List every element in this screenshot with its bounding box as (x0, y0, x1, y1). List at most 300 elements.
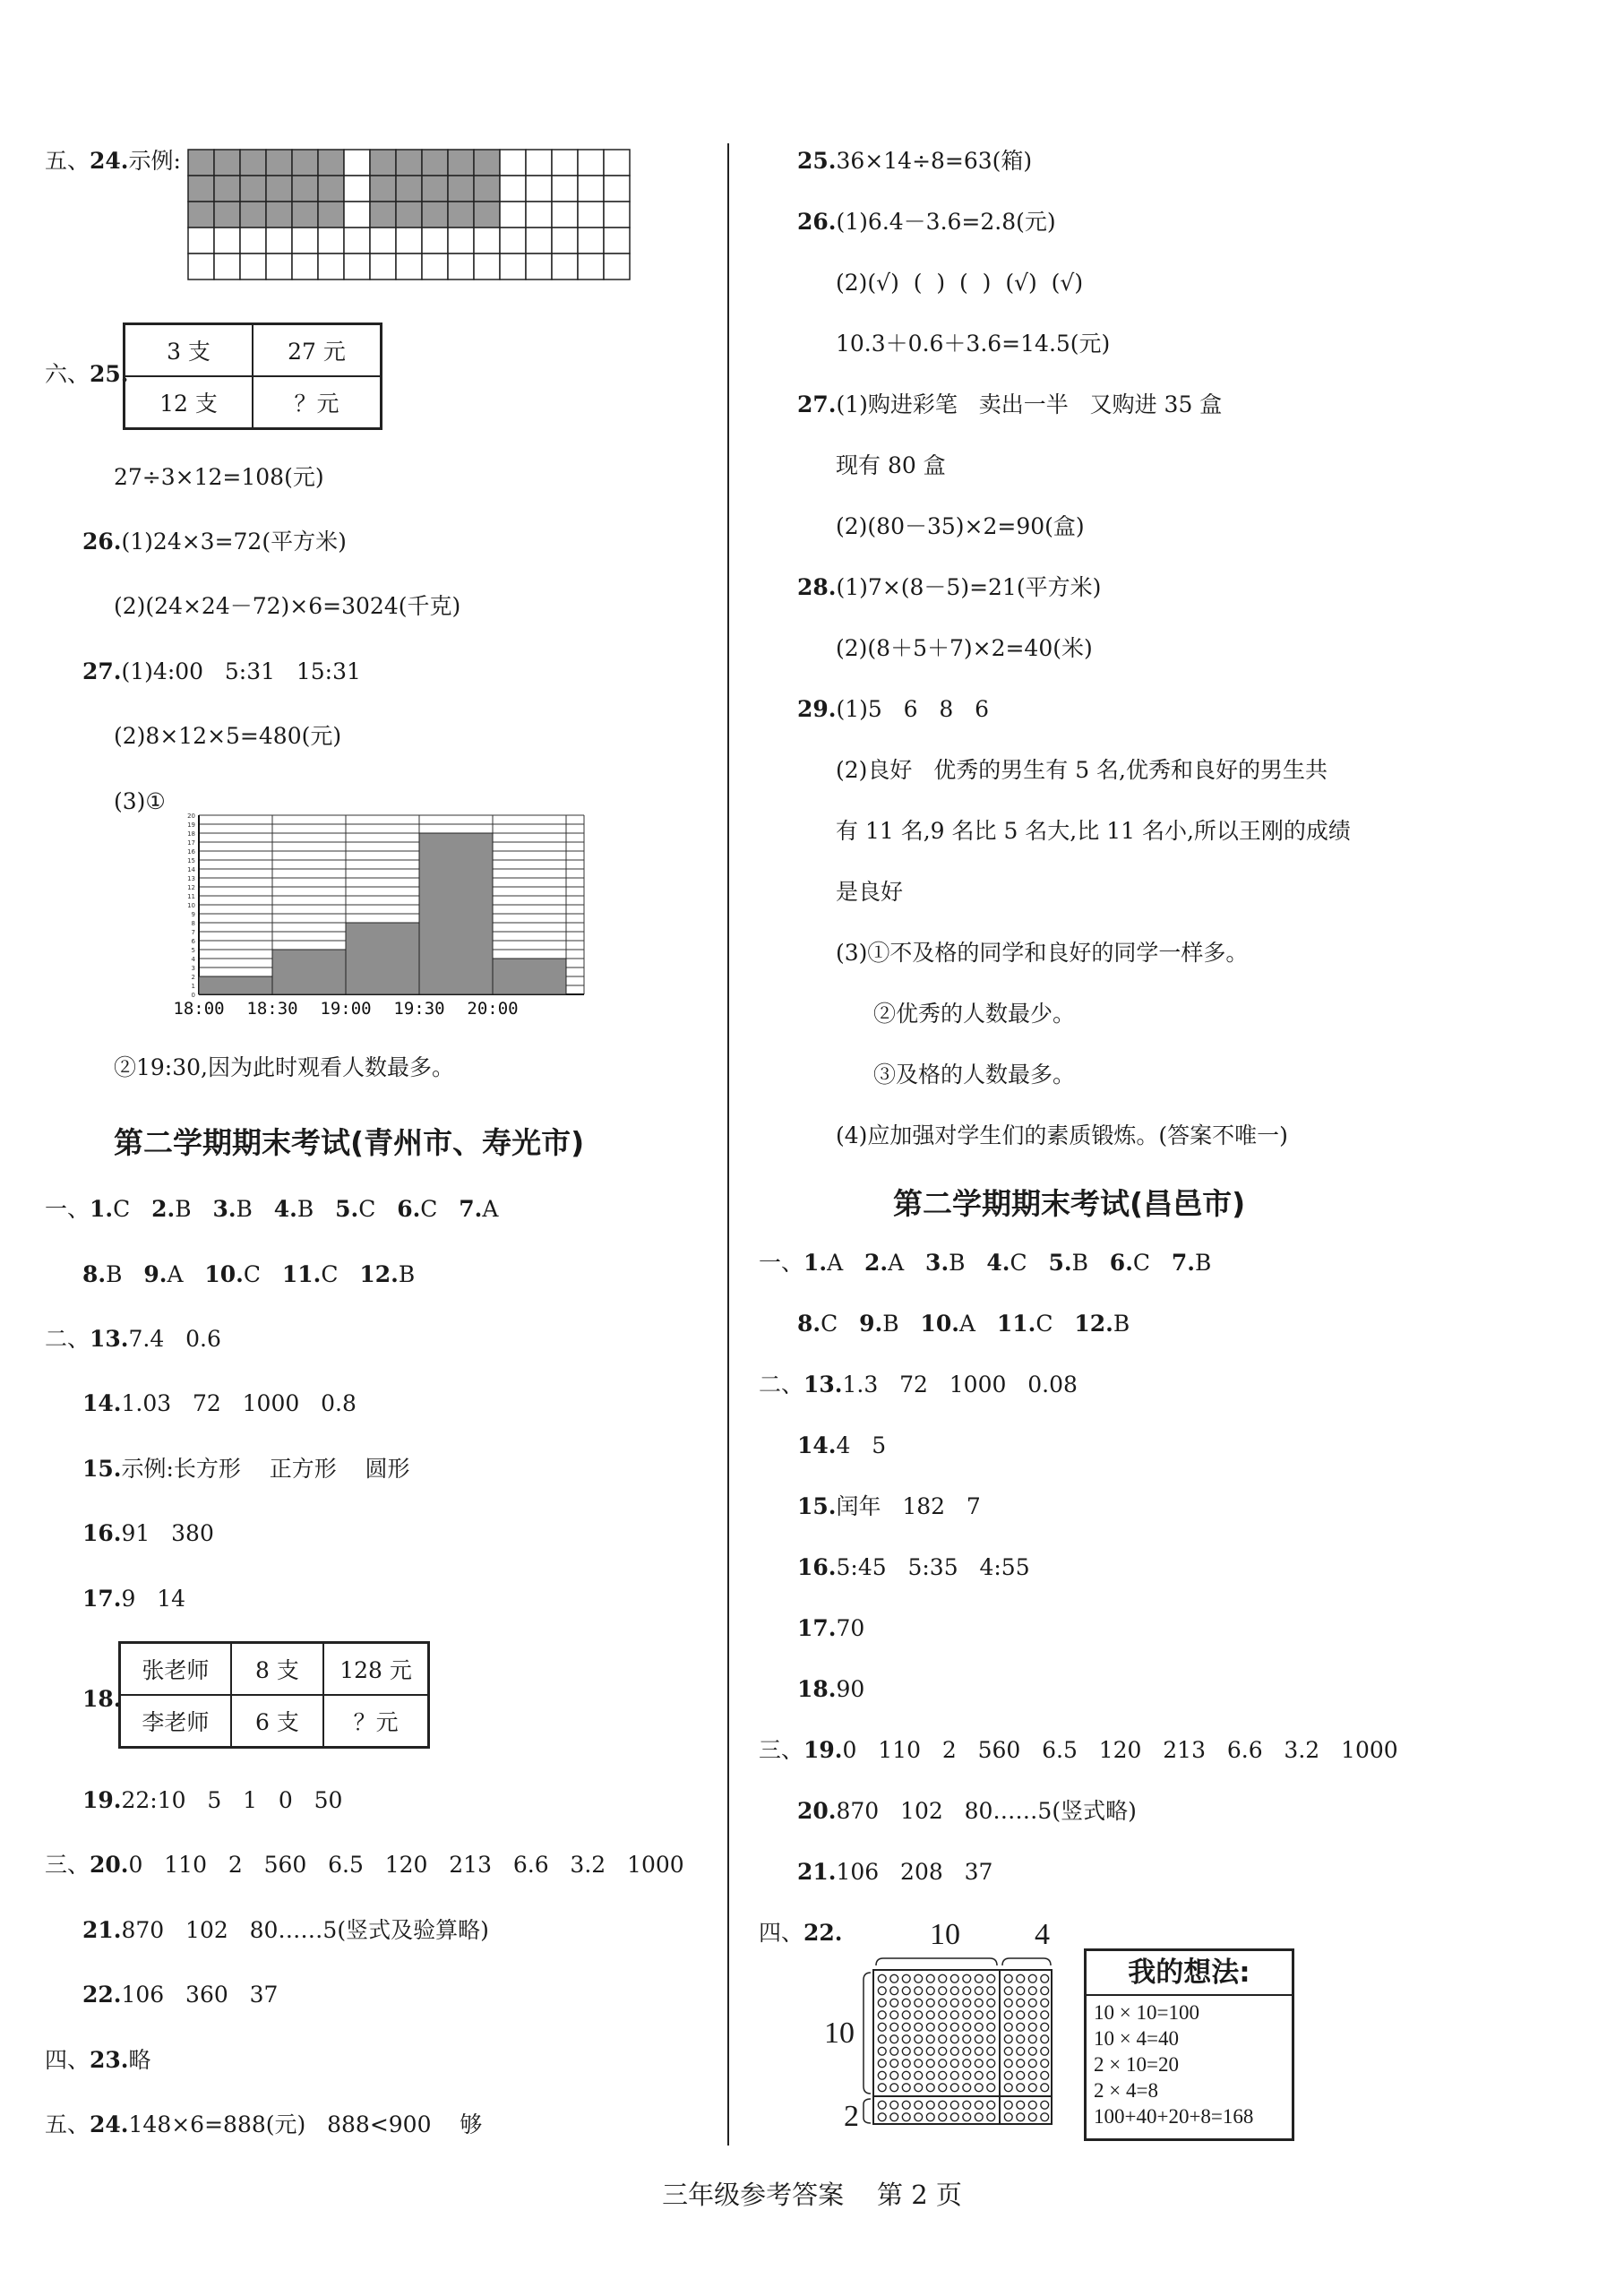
choice-answer: C (420, 1196, 438, 1222)
table-cell: 6 支 (231, 1695, 324, 1748)
grid-cell (474, 254, 500, 280)
dot (939, 2047, 947, 2055)
left-q26-part2: (2)(24×24－72)×6=3024(千克) (114, 593, 461, 619)
y-tick-label: 20 (187, 813, 195, 820)
dot (1017, 2047, 1025, 2055)
left-choice-row2 (82, 1261, 415, 1288)
right-q29-l8: (4)应加强对学生们的素质锻炼。(答案不唯一) (836, 1122, 1288, 1148)
right-q29: 29.(1)5 6 8 6 (797, 696, 990, 722)
right-q26-part3: 10.3＋0.6＋3.6=14.5(元) (836, 331, 1111, 357)
dot (878, 2047, 886, 2055)
grid-cell (552, 150, 578, 176)
dot (902, 2113, 910, 2121)
dot (890, 1999, 898, 2007)
x-tick-label: 19:30 (393, 999, 445, 1019)
grid-cell (188, 228, 214, 254)
dot (1041, 2047, 1049, 2055)
table-cell: ？元 (323, 1695, 428, 1748)
grid-cell (500, 176, 526, 202)
dot (963, 2047, 971, 2055)
dot (1041, 1999, 1049, 2007)
right-choice-row1: 一、1.A 2.A 3.B 4.C 5.B 6.C 7.B (759, 1250, 1212, 1276)
dot (890, 2101, 898, 2109)
y-tick-label: 12 (187, 884, 195, 891)
grid-cell (396, 254, 422, 280)
dot (1017, 1974, 1025, 1982)
right-q20: 20.870 102 80……5(竖式略) (797, 1798, 1137, 1824)
dot (890, 2035, 898, 2043)
right-q27-part3: (2)(80－35)×2=90(盒) (836, 513, 1085, 539)
dot (902, 2023, 910, 2031)
dot (975, 2113, 983, 2121)
y-tick-label: 9 (191, 911, 195, 918)
right-q27: 27.(1)购进彩笔 卖出一半 又购进 35 盒 (797, 391, 1223, 417)
dot (1004, 1987, 1012, 1995)
dot (975, 1987, 983, 1995)
y-tick-label: 5 (191, 947, 195, 954)
dot (1041, 2113, 1049, 2121)
my-idea-box (1084, 1948, 1294, 2141)
dot (1028, 2113, 1036, 2121)
grid-cell (526, 254, 552, 280)
grid-cell (396, 228, 422, 254)
dot (950, 2060, 958, 2068)
dot (987, 2071, 995, 2079)
choice-number: 12. (1074, 1311, 1113, 1337)
dot (1004, 2023, 1012, 2031)
idea-line: 2 × 4=8 (1094, 2079, 1158, 2102)
grid-cell (240, 150, 266, 176)
dot (1028, 2084, 1036, 2092)
y-tick-label: 19 (187, 821, 195, 829)
grid-cell (422, 202, 448, 228)
choice-answer: C (113, 1196, 131, 1222)
dot (1028, 2011, 1036, 2019)
dot (902, 1987, 910, 1995)
choice-answer: A (167, 1261, 184, 1287)
dot (950, 2084, 958, 2092)
right-q29-l4: 是良好 (836, 879, 904, 905)
dot (926, 2084, 934, 2092)
dot (963, 2035, 971, 2043)
dot (975, 1999, 983, 2007)
dot-array-label-4-top: 4 (1035, 1918, 1050, 1951)
grid-cell (370, 176, 396, 202)
choice-number: 12. (359, 1261, 399, 1287)
brace-top-4 (1002, 1958, 1051, 1965)
dot (1028, 2047, 1036, 2055)
dot (878, 2035, 886, 2043)
grid-cell (344, 254, 370, 280)
y-tick-label: 10 (187, 902, 195, 909)
table-cell: 3 支 (125, 324, 253, 377)
dot (902, 2084, 910, 2092)
grid-cell (370, 254, 396, 280)
choice-answer: B (398, 1261, 416, 1287)
dot (1041, 1987, 1049, 1995)
grid-cell (500, 228, 526, 254)
choice-answer: B (1195, 1250, 1212, 1276)
dot (939, 2101, 947, 2109)
dot (915, 2060, 923, 2068)
grid-cell (318, 150, 344, 176)
dot (902, 2071, 910, 2079)
dot (987, 2011, 995, 2019)
dot (890, 1987, 898, 1995)
left-q18-label: 18. (82, 1686, 122, 1712)
grid-cell (188, 202, 214, 228)
choice-answer: B (1071, 1250, 1088, 1276)
y-tick-label: 0 (191, 992, 195, 999)
choice-number: 6. (397, 1196, 421, 1222)
left-q22: 22.106 360 37 (82, 1982, 279, 2008)
dot (963, 2023, 971, 2031)
left-q27: 27.(1)4:00 5:31 15:31 (82, 658, 361, 684)
right-q13: 二、13.1.3 72 1000 0.08 (759, 1372, 1078, 1398)
choice-number: 8. (82, 1261, 107, 1287)
dot (902, 2035, 910, 2043)
dot (950, 2011, 958, 2019)
grid-cell (214, 202, 240, 228)
left-q21: 21.870 102 80……5(竖式及验算略) (82, 1917, 489, 1943)
dot-array-figure (860, 1953, 1084, 2141)
grid-cell (500, 202, 526, 228)
choice-number: 6. (1109, 1250, 1133, 1276)
table-cell: 128 元 (323, 1643, 428, 1696)
dot (963, 1987, 971, 1995)
dot (1004, 2011, 1012, 2019)
dot (987, 1987, 995, 1995)
left-q14: 14.1.03 72 1000 0.8 (82, 1390, 357, 1416)
dot (1004, 2060, 1012, 2068)
dot (878, 2011, 886, 2019)
dot (1028, 2071, 1036, 2079)
grid-cell (578, 176, 604, 202)
dot (987, 2113, 995, 2121)
dot (939, 2023, 947, 2031)
grid-cell (318, 228, 344, 254)
grid-cell (552, 202, 578, 228)
left-choice-row1: 一、1.C 2.B 3.B 4.B 5.C 6.C 7.A (45, 1196, 499, 1222)
choice-number: 4. (273, 1196, 297, 1222)
dot-array-label-10-left: 10 (824, 2017, 855, 2050)
right-q18: 18.90 (797, 1676, 865, 1702)
right-q29-l3: 有 11 名,9 名比 5 名大,比 11 名小,所以王刚的成绩 (836, 818, 1351, 844)
dot (1028, 2035, 1036, 2043)
grid-cell (266, 176, 292, 202)
grid-cell (240, 228, 266, 254)
y-tick-label: 18 (187, 830, 195, 838)
dot (987, 1974, 995, 1982)
y-tick-label: 7 (191, 929, 195, 936)
grid-cell (552, 176, 578, 202)
dot (926, 2023, 934, 2031)
price-table (123, 322, 382, 430)
dot (902, 1974, 910, 1982)
dot-array-label-10-top: 10 (930, 1918, 960, 1951)
dot (1041, 2084, 1049, 2092)
dot (987, 2084, 995, 2092)
grid-cell (526, 176, 552, 202)
dot (878, 1974, 886, 1982)
dot (1028, 1987, 1036, 1995)
grid-cell (240, 254, 266, 280)
right-q29-l7: ③及格的人数最多。 (873, 1062, 1076, 1088)
choice-number: 7. (459, 1196, 483, 1222)
choice-answer: A (482, 1196, 499, 1222)
brace-left-2 (864, 2099, 871, 2123)
grid-cell (266, 254, 292, 280)
choice-number: 3. (925, 1250, 949, 1276)
right-choice-row2 (797, 1311, 1130, 1337)
right-q17: 17.70 (797, 1615, 865, 1641)
left-q24-final: 五、24.148×6=888(元) 888<900 够 (45, 2111, 483, 2137)
dot (915, 1987, 923, 1995)
dot (963, 1999, 971, 2007)
grid-cell (240, 202, 266, 228)
choice-answer: B (236, 1196, 253, 1222)
grid-cell (604, 202, 630, 228)
grid-cell (344, 176, 370, 202)
grid-cell (474, 176, 500, 202)
dot (926, 2011, 934, 2019)
choice-answer: C (1132, 1250, 1151, 1276)
right-q22-label: 四、22. (759, 1920, 843, 1946)
grid-cell (422, 176, 448, 202)
y-tick-label: 4 (191, 956, 195, 963)
x-tick-label: 18:00 (173, 999, 225, 1019)
choice-number: 11. (281, 1261, 322, 1287)
choice-number: 8. (797, 1311, 821, 1337)
dot (1028, 2060, 1036, 2068)
choice-number: 2. (151, 1196, 176, 1222)
grid-cell (578, 228, 604, 254)
dot (950, 2035, 958, 2043)
grid-cell (604, 254, 630, 280)
right-q29-l6: ②优秀的人数最少。 (873, 1001, 1076, 1027)
dot (1004, 2101, 1012, 2109)
grid-cell (422, 150, 448, 176)
choice-answer: B (882, 1311, 899, 1337)
grid-cell (526, 150, 552, 176)
dot (1028, 2023, 1036, 2031)
grid-cell (240, 176, 266, 202)
left-q24-label: 五、24.示例: (45, 148, 181, 174)
x-tick-label: 20:00 (467, 999, 519, 1019)
grid-cell (214, 228, 240, 254)
dot (950, 1999, 958, 2007)
y-tick-label: 11 (187, 893, 195, 900)
dot (1017, 2011, 1025, 2019)
grid-cell (474, 228, 500, 254)
choice-answer: B (1113, 1311, 1130, 1337)
dot (890, 2071, 898, 2079)
choice-answer: C (358, 1196, 376, 1222)
y-tick-label: 3 (191, 965, 195, 972)
right-q14: 14.4 5 (797, 1432, 887, 1458)
grid-cell (266, 202, 292, 228)
left-q26: 26.(1)24×3=72(平方米) (82, 529, 347, 555)
right-q28: 28.(1)7×(8－5)=21(平方米) (797, 574, 1102, 600)
idea-line: 10 × 4=40 (1094, 2027, 1179, 2050)
dot (987, 2023, 995, 2031)
dot-array-label-2-left: 2 (844, 2100, 859, 2133)
y-tick-label: 8 (191, 920, 195, 927)
my-idea-title: 我的想法: (1087, 1951, 1292, 1996)
dot (987, 2035, 995, 2043)
right-q27-part2: 现有 80 盒 (836, 452, 946, 478)
choice-answer: C (1010, 1250, 1027, 1276)
dot (878, 2084, 886, 2092)
choice-number: 10. (920, 1311, 959, 1337)
dot (950, 2101, 958, 2109)
dot (950, 1987, 958, 1995)
dot (902, 1999, 910, 2007)
dot (963, 2101, 971, 2109)
dot (915, 2011, 923, 2019)
dot (1041, 2060, 1049, 2068)
dot (926, 2060, 934, 2068)
dot (987, 1999, 995, 2007)
y-tick-label: 17 (187, 839, 195, 847)
dot (926, 2113, 934, 2121)
table-cell: 李老师 (120, 1695, 231, 1748)
formula-text: 27÷3×12=108(元) (114, 464, 324, 490)
dot (1041, 2035, 1049, 2043)
table-cell: 8 支 (231, 1643, 324, 1696)
grid-cell (370, 150, 396, 176)
grid-cell (292, 150, 318, 176)
choice-answer: B (106, 1261, 123, 1287)
dot (915, 1974, 923, 1982)
dot (915, 1999, 923, 2007)
dot (939, 2011, 947, 2019)
dot (1017, 2060, 1025, 2068)
grid-cell (344, 150, 370, 176)
dot (926, 1974, 934, 1982)
right-q26-part2: (2)(√) ( ) ( ) (√) (√) (836, 270, 1084, 296)
dot (1017, 1999, 1025, 2007)
section-title-qingzhou: 第二学期期末考试(青州市、寿光市) (114, 1125, 585, 1160)
dot (890, 2011, 898, 2019)
choice-number: 1. (803, 1250, 828, 1276)
idea-line: 10 × 10=100 (1094, 2001, 1199, 2024)
bar-chart (152, 796, 654, 1019)
grid-cell (526, 202, 552, 228)
grid-cell (578, 150, 604, 176)
dot (926, 2071, 934, 2079)
left-q15: 15.示例:长方形 正方形 圆形 (82, 1456, 410, 1482)
choice-answer: C (1035, 1311, 1053, 1337)
right-q26: 26.(1)6.4－3.6=2.8(元) (797, 209, 1056, 235)
dot (975, 2071, 983, 2079)
idea-line: 100+40+20+8=168 (1094, 2105, 1254, 2128)
dot (1017, 2071, 1025, 2079)
choice-number: 10. (204, 1261, 244, 1287)
dot (1041, 2023, 1049, 2031)
grid-cell (214, 150, 240, 176)
dot (1017, 2023, 1025, 2031)
dot (975, 2047, 983, 2055)
table-cell: ？元 (253, 376, 382, 429)
dot (963, 1974, 971, 1982)
choice-number: 1. (90, 1196, 114, 1222)
dot (939, 2071, 947, 2079)
dot (890, 2084, 898, 2092)
dot (1004, 2047, 1012, 2055)
y-tick-label: 1 (191, 983, 195, 990)
dot (963, 2060, 971, 2068)
section-title-changyi: 第二学期期末考试(昌邑市) (893, 1186, 1246, 1221)
left-q16: 16.91 380 (82, 1520, 214, 1546)
dot (963, 2011, 971, 2019)
dot (926, 1987, 934, 1995)
brace-top-10 (876, 1958, 997, 1965)
table-cell: 张老师 (120, 1643, 231, 1696)
dot (939, 2035, 947, 2043)
dot (1004, 1974, 1012, 1982)
dot (950, 2071, 958, 2079)
dot (1004, 1999, 1012, 2007)
right-q25: 25.36×14÷8=63(箱) (797, 148, 1033, 174)
dot (975, 2023, 983, 2031)
dot (939, 2113, 947, 2121)
left-q27-part2: (2)8×12×5=480(元) (114, 723, 342, 749)
grid-cell (422, 254, 448, 280)
grid-cell (474, 202, 500, 228)
y-tick-label: 13 (187, 875, 195, 882)
dot (950, 1974, 958, 1982)
grid-cell (318, 176, 344, 202)
dot (975, 2011, 983, 2019)
dot (963, 2113, 971, 2121)
right-q28-part2: (2)(8＋5＋7)×2=40(米) (836, 635, 1093, 661)
dot (939, 1999, 947, 2007)
grid-cell (500, 254, 526, 280)
bar (419, 833, 493, 994)
grid-cell (552, 228, 578, 254)
choice-number: 3. (212, 1196, 236, 1222)
y-tick-label: 15 (187, 857, 195, 864)
grid-cell (448, 202, 474, 228)
choice-answer: B (949, 1250, 966, 1276)
dot (950, 2047, 958, 2055)
table-cell: 12 支 (125, 376, 253, 429)
left-q13: 二、13.7.4 0.6 (45, 1326, 221, 1352)
bar (493, 959, 566, 994)
left-q23: 四、23.略 (45, 2047, 151, 2073)
dot (926, 1999, 934, 2007)
choice-answer: B (175, 1196, 192, 1222)
left-q17: 17.9 14 (82, 1586, 186, 1612)
grid-cell (552, 254, 578, 280)
dot (975, 2084, 983, 2092)
dot (1041, 2071, 1049, 2079)
left-q27-answer: ②19:30,因为此时观看人数最多。 (114, 1054, 454, 1080)
grid-cell (448, 150, 474, 176)
choice-answer: A (958, 1311, 975, 1337)
dot (878, 2101, 886, 2109)
grid-cell (344, 202, 370, 228)
grid-cell (266, 228, 292, 254)
choice-answer: C (321, 1261, 339, 1287)
dot (987, 2060, 995, 2068)
grid-cell (292, 176, 318, 202)
grid-cell (578, 254, 604, 280)
dot (939, 2084, 947, 2092)
grid-cell (214, 254, 240, 280)
dot (939, 2060, 947, 2068)
